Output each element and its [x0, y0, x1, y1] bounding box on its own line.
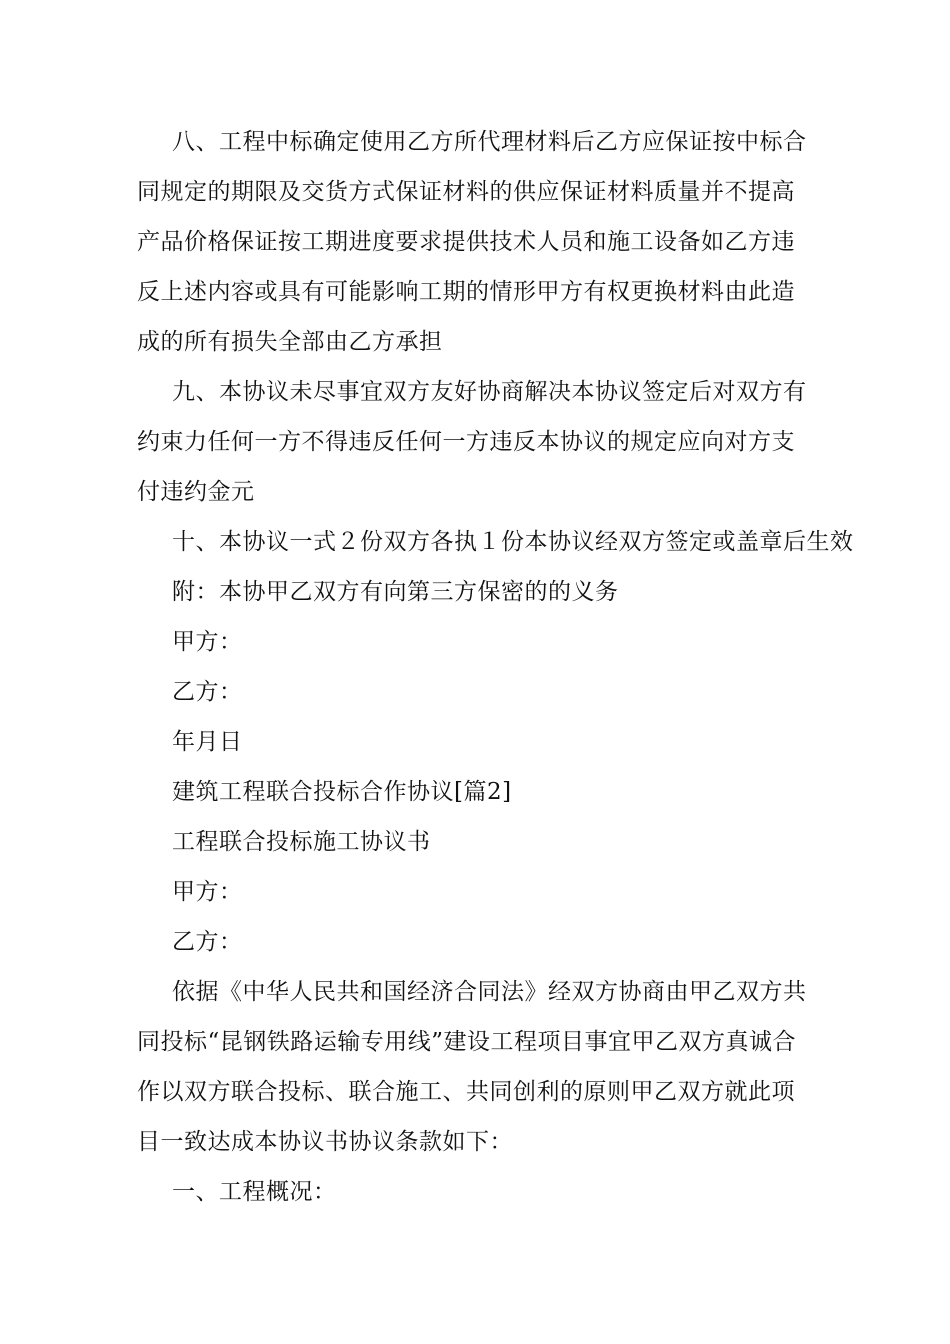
clause-nine: 九、本协议未尽事宜双方友好协商解决本协议签定后对双方有约束力任何一方不得违反任何一方违反本协议的规定应向对方支付违约金元 — [137, 379, 807, 505]
clause-ten: 十、本协议一式２份双方各执１份本协议经双方签定或盖章后生效 — [172, 529, 854, 555]
agreement-title: 工程联合投标施工协议书 — [172, 829, 431, 855]
document-body — [137, 117, 854, 1217]
clause-eight: 八、工程中标确定使用乙方所代理材料后乙方应保证按中标合同规定的期限及交货方式保证材料的供应保证材料质量并不提高产品价格保证按工期进度要求提供技术人员和施工设备如乙方违反上述内容或具有可能影响工期的情形甲方有权更换材料由此造成的所有损失全部由乙方承担 — [137, 129, 807, 355]
date-line: 年月日 — [172, 729, 243, 755]
party-a-label-2: 甲方： — [172, 879, 243, 905]
appendix-note: 附：本协甲乙双方有向第三方保密的的义务 — [172, 579, 619, 605]
party-b-label-2: 乙方： — [172, 929, 243, 955]
party-b-label: 乙方： — [172, 679, 243, 705]
party-a-label: 甲方： — [172, 629, 243, 655]
preamble-paragraph: 依据《中华人民共和国经济合同法》经双方协商由甲乙双方共同投标“昆钢铁路运输专用线”建设工程项目事宜甲乙双方真诚合作以双方联合投标、联合施工、共同创利的原则甲乙双方就此项目一致达成本协议书协议条款如下： — [137, 979, 807, 1155]
section-title: 建筑工程联合投标合作协议[篇2] — [172, 779, 512, 805]
clause-one-heading: 一、工程概况： — [172, 1179, 337, 1205]
